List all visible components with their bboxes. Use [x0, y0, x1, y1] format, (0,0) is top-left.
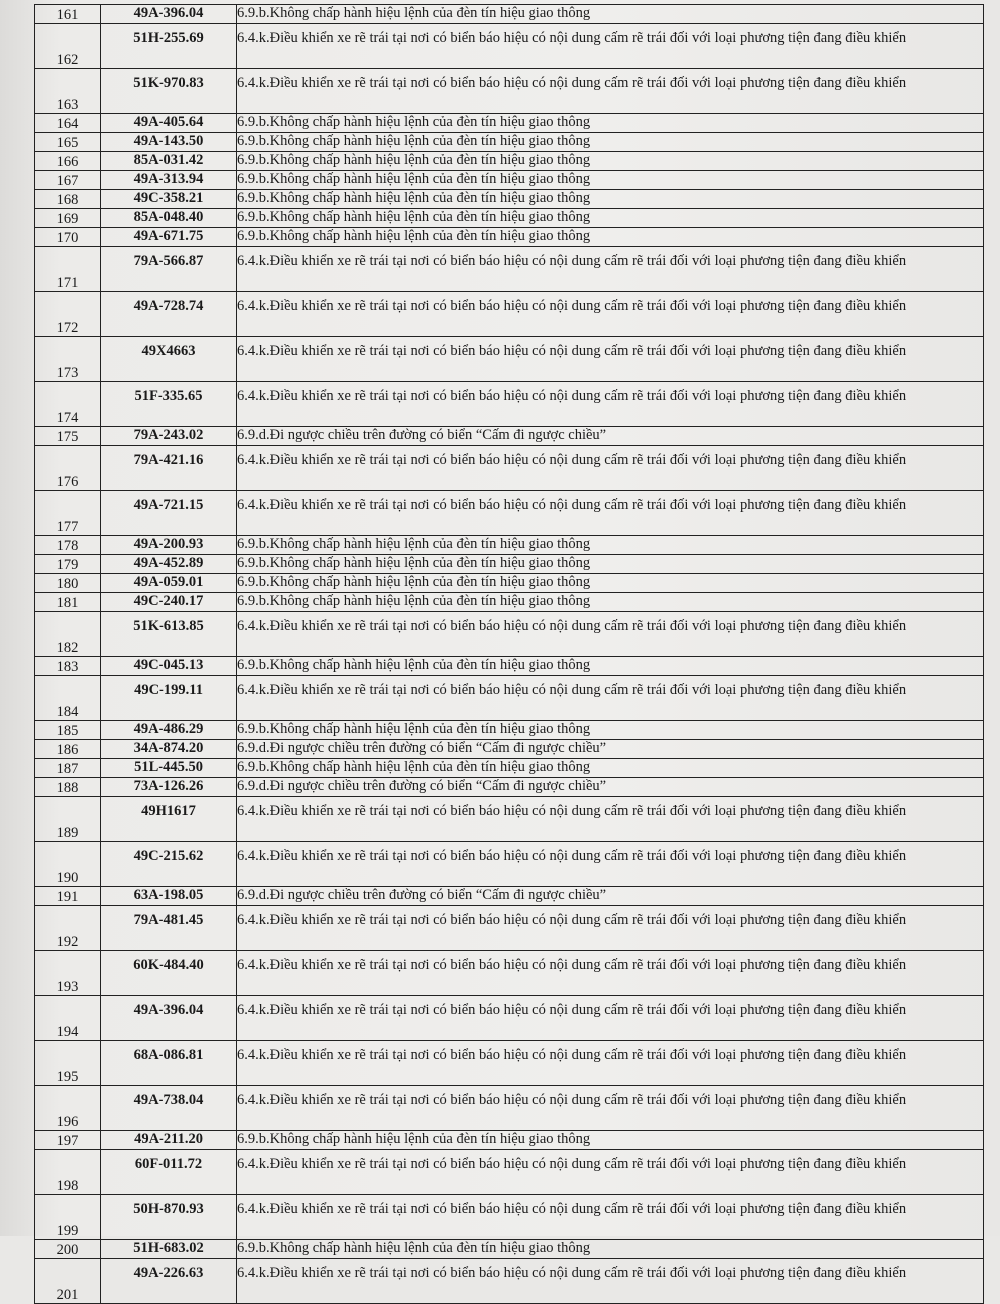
table-row — [35, 996, 984, 1041]
violation-description-cell: 6.4.k.Điều khiển xe rẽ trái tại nơi có biển báo hiệu có nội dung cấm rẽ trái đối với loại phương tiện đang điều khiển — [237, 1259, 984, 1304]
violation-description-cell: 6.4.k.Điều khiển xe rẽ trái tại nơi có biển báo hiệu có nội dung cấm rẽ trái đối với loại phương tiện đang điều khiển — [237, 337, 984, 382]
license-plate-cell: 49C-358.21 — [101, 190, 237, 209]
license-plate-cell: 79A-243.02 — [101, 427, 237, 446]
license-plate-cell: 49A-226.63 — [101, 1259, 237, 1304]
license-plate-cell: 51H-683.02 — [101, 1240, 237, 1259]
violation-description-cell: 6.9.b.Không chấp hành hiệu lệnh của đèn tín hiệu giao thông — [237, 536, 984, 555]
violation-description-cell: 6.9.b.Không chấp hành hiệu lệnh của đèn tín hiệu giao thông — [237, 228, 984, 247]
license-plate-cell: 49A-211.20 — [101, 1131, 237, 1150]
violation-description-cell: 6.9.b.Không chấp hành hiệu lệnh của đèn tín hiệu giao thông — [237, 190, 984, 209]
row-number-cell: 195 — [35, 1041, 101, 1086]
row-number-cell: 166 — [35, 152, 101, 171]
table-row — [35, 1259, 984, 1304]
row-number-cell: 180 — [35, 574, 101, 593]
license-plate-cell: 49A-486.29 — [101, 721, 237, 740]
license-plate-cell: 51K-970.83 — [101, 69, 237, 114]
table-row — [35, 1195, 984, 1240]
violation-description-cell: 6.4.k.Điều khiển xe rẽ trái tại nơi có biển báo hiệu có nội dung cấm rẽ trái đối với loại phương tiện đang điều khiển — [237, 1086, 984, 1131]
violation-description-cell: 6.4.k.Điều khiển xe rẽ trái tại nơi có biển báo hiệu có nội dung cấm rẽ trái đối với loại phương tiện đang điều khiển — [237, 612, 984, 657]
license-plate-cell: 50H-870.93 — [101, 1195, 237, 1240]
table-row — [35, 574, 984, 593]
violation-description-cell: 6.9.b.Không chấp hành hiệu lệnh của đèn tín hiệu giao thông — [237, 593, 984, 612]
license-plate-cell: 79A-566.87 — [101, 247, 237, 292]
license-plate-cell: 79A-481.45 — [101, 906, 237, 951]
table-row — [35, 676, 984, 721]
row-number-cell: 175 — [35, 427, 101, 446]
violation-description-cell: 6.9.b.Không chấp hành hiệu lệnh của đèn tín hiệu giao thông — [237, 1240, 984, 1259]
license-plate-cell: 60F-011.72 — [101, 1150, 237, 1195]
license-plate-cell: 49X4663 — [101, 337, 237, 382]
row-number-cell: 187 — [35, 759, 101, 778]
table-row — [35, 24, 984, 69]
row-number-cell: 170 — [35, 228, 101, 247]
license-plate-cell: 49A-721.15 — [101, 491, 237, 536]
row-number-cell: 161 — [35, 5, 101, 24]
violation-description-cell: 6.4.k.Điều khiển xe rẽ trái tại nơi có biển báo hiệu có nội dung cấm rẽ trái đối với loại phương tiện đang điều khiển — [237, 382, 984, 427]
violation-description-cell: 6.9.b.Không chấp hành hiệu lệnh của đèn tín hiệu giao thông — [237, 721, 984, 740]
table-row — [35, 114, 984, 133]
table-row — [35, 5, 984, 24]
license-plate-cell: 49H1617 — [101, 797, 237, 842]
license-plate-cell: 51F-335.65 — [101, 382, 237, 427]
row-number-cell: 173 — [35, 337, 101, 382]
license-plate-cell: 49C-240.17 — [101, 593, 237, 612]
row-number-cell: 163 — [35, 69, 101, 114]
row-number-cell: 188 — [35, 778, 101, 797]
license-plate-cell: 49A-143.50 — [101, 133, 237, 152]
row-number-cell: 172 — [35, 292, 101, 337]
row-number-cell: 200 — [35, 1240, 101, 1259]
row-number-cell: 198 — [35, 1150, 101, 1195]
violation-description-cell: 6.4.k.Điều khiển xe rẽ trái tại nơi có biển báo hiệu có nội dung cấm rẽ trái đối với loại phương tiện đang điều khiển — [237, 491, 984, 536]
violation-description-cell: 6.9.b.Không chấp hành hiệu lệnh của đèn tín hiệu giao thông — [237, 152, 984, 171]
table-row — [35, 1240, 984, 1259]
license-plate-cell: 49A-059.01 — [101, 574, 237, 593]
license-plate-cell: 51H-255.69 — [101, 24, 237, 69]
row-number-cell: 171 — [35, 247, 101, 292]
table-row — [35, 759, 984, 778]
violations-table — [34, 4, 984, 1304]
row-number-cell: 201 — [35, 1259, 101, 1304]
row-number-cell: 168 — [35, 190, 101, 209]
license-plate-cell: 85A-048.40 — [101, 209, 237, 228]
row-number-cell: 162 — [35, 24, 101, 69]
table-row — [35, 382, 984, 427]
table-row — [35, 427, 984, 446]
violation-description-cell: 6.4.k.Điều khiển xe rẽ trái tại nơi có biển báo hiệu có nội dung cấm rẽ trái đối với loại phương tiện đang điều khiển — [237, 292, 984, 337]
row-number-cell: 192 — [35, 906, 101, 951]
license-plate-cell: 34A-874.20 — [101, 740, 237, 759]
license-plate-cell: 85A-031.42 — [101, 152, 237, 171]
table-row — [35, 797, 984, 842]
violation-description-cell: 6.9.d.Đi ngược chiều trên đường có biển “Cấm đi ngược chiều” — [237, 740, 984, 759]
violation-description-cell: 6.4.k.Điều khiển xe rẽ trái tại nơi có biển báo hiệu có nội dung cấm rẽ trái đối với loại phương tiện đang điều khiển — [237, 69, 984, 114]
violation-description-cell: 6.4.k.Điều khiển xe rẽ trái tại nơi có biển báo hiệu có nội dung cấm rẽ trái đối với loại phương tiện đang điều khiển — [237, 247, 984, 292]
row-number-cell: 185 — [35, 721, 101, 740]
license-plate-cell: 79A-421.16 — [101, 446, 237, 491]
violation-description-cell: 6.9.b.Không chấp hành hiệu lệnh của đèn tín hiệu giao thông — [237, 171, 984, 190]
table-row — [35, 657, 984, 676]
table-row — [35, 1150, 984, 1195]
row-number-cell: 169 — [35, 209, 101, 228]
table-row — [35, 1131, 984, 1150]
violation-description-cell: 6.4.k.Điều khiển xe rẽ trái tại nơi có biển báo hiệu có nội dung cấm rẽ trái đối với loại phương tiện đang điều khiển — [237, 1195, 984, 1240]
license-plate-cell: 49A-738.04 — [101, 1086, 237, 1131]
row-number-cell: 178 — [35, 536, 101, 555]
license-plate-cell: 49A-396.04 — [101, 996, 237, 1041]
license-plate-cell: 51K-613.85 — [101, 612, 237, 657]
violation-description-cell: 6.4.k.Điều khiển xe rẽ trái tại nơi có biển báo hiệu có nội dung cấm rẽ trái đối với loại phương tiện đang điều khiển — [237, 906, 984, 951]
violation-description-cell: 6.9.b.Không chấp hành hiệu lệnh của đèn tín hiệu giao thông — [237, 574, 984, 593]
violation-description-cell: 6.9.d.Đi ngược chiều trên đường có biển “Cấm đi ngược chiều” — [237, 427, 984, 446]
row-number-cell: 193 — [35, 951, 101, 996]
table-row — [35, 152, 984, 171]
license-plate-cell: 63A-198.05 — [101, 887, 237, 906]
table-row — [35, 536, 984, 555]
row-number-cell: 199 — [35, 1195, 101, 1240]
license-plate-cell: 51L-445.50 — [101, 759, 237, 778]
row-number-cell: 167 — [35, 171, 101, 190]
row-number-cell: 182 — [35, 612, 101, 657]
table-row — [35, 292, 984, 337]
license-plate-cell: 49A-452.89 — [101, 555, 237, 574]
license-plate-cell: 73A-126.26 — [101, 778, 237, 797]
row-number-cell: 191 — [35, 887, 101, 906]
table-row — [35, 190, 984, 209]
license-plate-cell: 49C-045.13 — [101, 657, 237, 676]
row-number-cell: 189 — [35, 797, 101, 842]
row-number-cell: 186 — [35, 740, 101, 759]
table-row — [35, 1086, 984, 1131]
violation-description-cell: 6.4.k.Điều khiển xe rẽ trái tại nơi có biển báo hiệu có nội dung cấm rẽ trái đối với loại phương tiện đang điều khiển — [237, 951, 984, 996]
row-number-cell: 176 — [35, 446, 101, 491]
violation-description-cell: 6.4.k.Điều khiển xe rẽ trái tại nơi có biển báo hiệu có nội dung cấm rẽ trái đối với loại phương tiện đang điều khiển — [237, 24, 984, 69]
table-row — [35, 209, 984, 228]
table-row — [35, 887, 984, 906]
violation-description-cell: 6.9.b.Không chấp hành hiệu lệnh của đèn tín hiệu giao thông — [237, 5, 984, 24]
violation-description-cell: 6.9.d.Đi ngược chiều trên đường có biển “Cấm đi ngược chiều” — [237, 778, 984, 797]
violation-description-cell: 6.4.k.Điều khiển xe rẽ trái tại nơi có biển báo hiệu có nội dung cấm rẽ trái đối với loại phương tiện đang điều khiển — [237, 1041, 984, 1086]
row-number-cell: 190 — [35, 842, 101, 887]
row-number-cell: 181 — [35, 593, 101, 612]
license-plate-cell: 49A-405.64 — [101, 114, 237, 133]
table-row — [35, 133, 984, 152]
table-row — [35, 612, 984, 657]
row-number-cell: 184 — [35, 676, 101, 721]
table-row — [35, 247, 984, 292]
license-plate-cell: 49A-313.94 — [101, 171, 237, 190]
row-number-cell: 196 — [35, 1086, 101, 1131]
violation-description-cell: 6.4.k.Điều khiển xe rẽ trái tại nơi có biển báo hiệu có nội dung cấm rẽ trái đối với loại phương tiện đang điều khiển — [237, 676, 984, 721]
row-number-cell: 197 — [35, 1131, 101, 1150]
table-row — [35, 1041, 984, 1086]
table-row — [35, 491, 984, 536]
license-plate-cell: 49A-728.74 — [101, 292, 237, 337]
table-row — [35, 171, 984, 190]
table-row — [35, 951, 984, 996]
table-row — [35, 842, 984, 887]
table-row — [35, 721, 984, 740]
row-number-cell: 194 — [35, 996, 101, 1041]
violation-description-cell: 6.9.d.Đi ngược chiều trên đường có biển “Cấm đi ngược chiều” — [237, 887, 984, 906]
license-plate-cell: 68A-086.81 — [101, 1041, 237, 1086]
row-number-cell: 164 — [35, 114, 101, 133]
table-row — [35, 69, 984, 114]
violation-description-cell: 6.4.k.Điều khiển xe rẽ trái tại nơi có biển báo hiệu có nội dung cấm rẽ trái đối với loại phương tiện đang điều khiển — [237, 996, 984, 1041]
violation-description-cell: 6.4.k.Điều khiển xe rẽ trái tại nơi có biển báo hiệu có nội dung cấm rẽ trái đối với loại phương tiện đang điều khiển — [237, 446, 984, 491]
row-number-cell: 165 — [35, 133, 101, 152]
violation-description-cell: 6.9.b.Không chấp hành hiệu lệnh của đèn tín hiệu giao thông — [237, 209, 984, 228]
table-row — [35, 228, 984, 247]
violation-description-cell: 6.9.b.Không chấp hành hiệu lệnh của đèn tín hiệu giao thông — [237, 657, 984, 676]
license-plate-cell: 49C-215.62 — [101, 842, 237, 887]
license-plate-cell: 49A-671.75 — [101, 228, 237, 247]
violation-description-cell: 6.9.b.Không chấp hành hiệu lệnh của đèn tín hiệu giao thông — [237, 133, 984, 152]
table-row — [35, 555, 984, 574]
table-row — [35, 446, 984, 491]
license-plate-cell: 49A-200.93 — [101, 536, 237, 555]
violation-description-cell: 6.9.b.Không chấp hành hiệu lệnh của đèn tín hiệu giao thông — [237, 114, 984, 133]
violation-description-cell: 6.9.b.Không chấp hành hiệu lệnh của đèn tín hiệu giao thông — [237, 555, 984, 574]
violation-description-cell: 6.4.k.Điều khiển xe rẽ trái tại nơi có biển báo hiệu có nội dung cấm rẽ trái đối với loại phương tiện đang điều khiển — [237, 797, 984, 842]
violations-table-body — [35, 5, 984, 1304]
violation-description-cell: 6.4.k.Điều khiển xe rẽ trái tại nơi có biển báo hiệu có nội dung cấm rẽ trái đối với loại phương tiện đang điều khiển — [237, 842, 984, 887]
table-row — [35, 740, 984, 759]
violation-description-cell: 6.4.k.Điều khiển xe rẽ trái tại nơi có biển báo hiệu có nội dung cấm rẽ trái đối với loại phương tiện đang điều khiển — [237, 1150, 984, 1195]
table-row — [35, 906, 984, 951]
row-number-cell: 183 — [35, 657, 101, 676]
license-plate-cell: 60K-484.40 — [101, 951, 237, 996]
row-number-cell: 174 — [35, 382, 101, 427]
violation-description-cell: 6.9.b.Không chấp hành hiệu lệnh của đèn tín hiệu giao thông — [237, 759, 984, 778]
row-number-cell: 179 — [35, 555, 101, 574]
license-plate-cell: 49A-396.04 — [101, 5, 237, 24]
table-row — [35, 337, 984, 382]
row-number-cell: 177 — [35, 491, 101, 536]
license-plate-cell: 49C-199.11 — [101, 676, 237, 721]
table-row — [35, 593, 984, 612]
violation-description-cell: 6.9.b.Không chấp hành hiệu lệnh của đèn tín hiệu giao thông — [237, 1131, 984, 1150]
table-row — [35, 778, 984, 797]
